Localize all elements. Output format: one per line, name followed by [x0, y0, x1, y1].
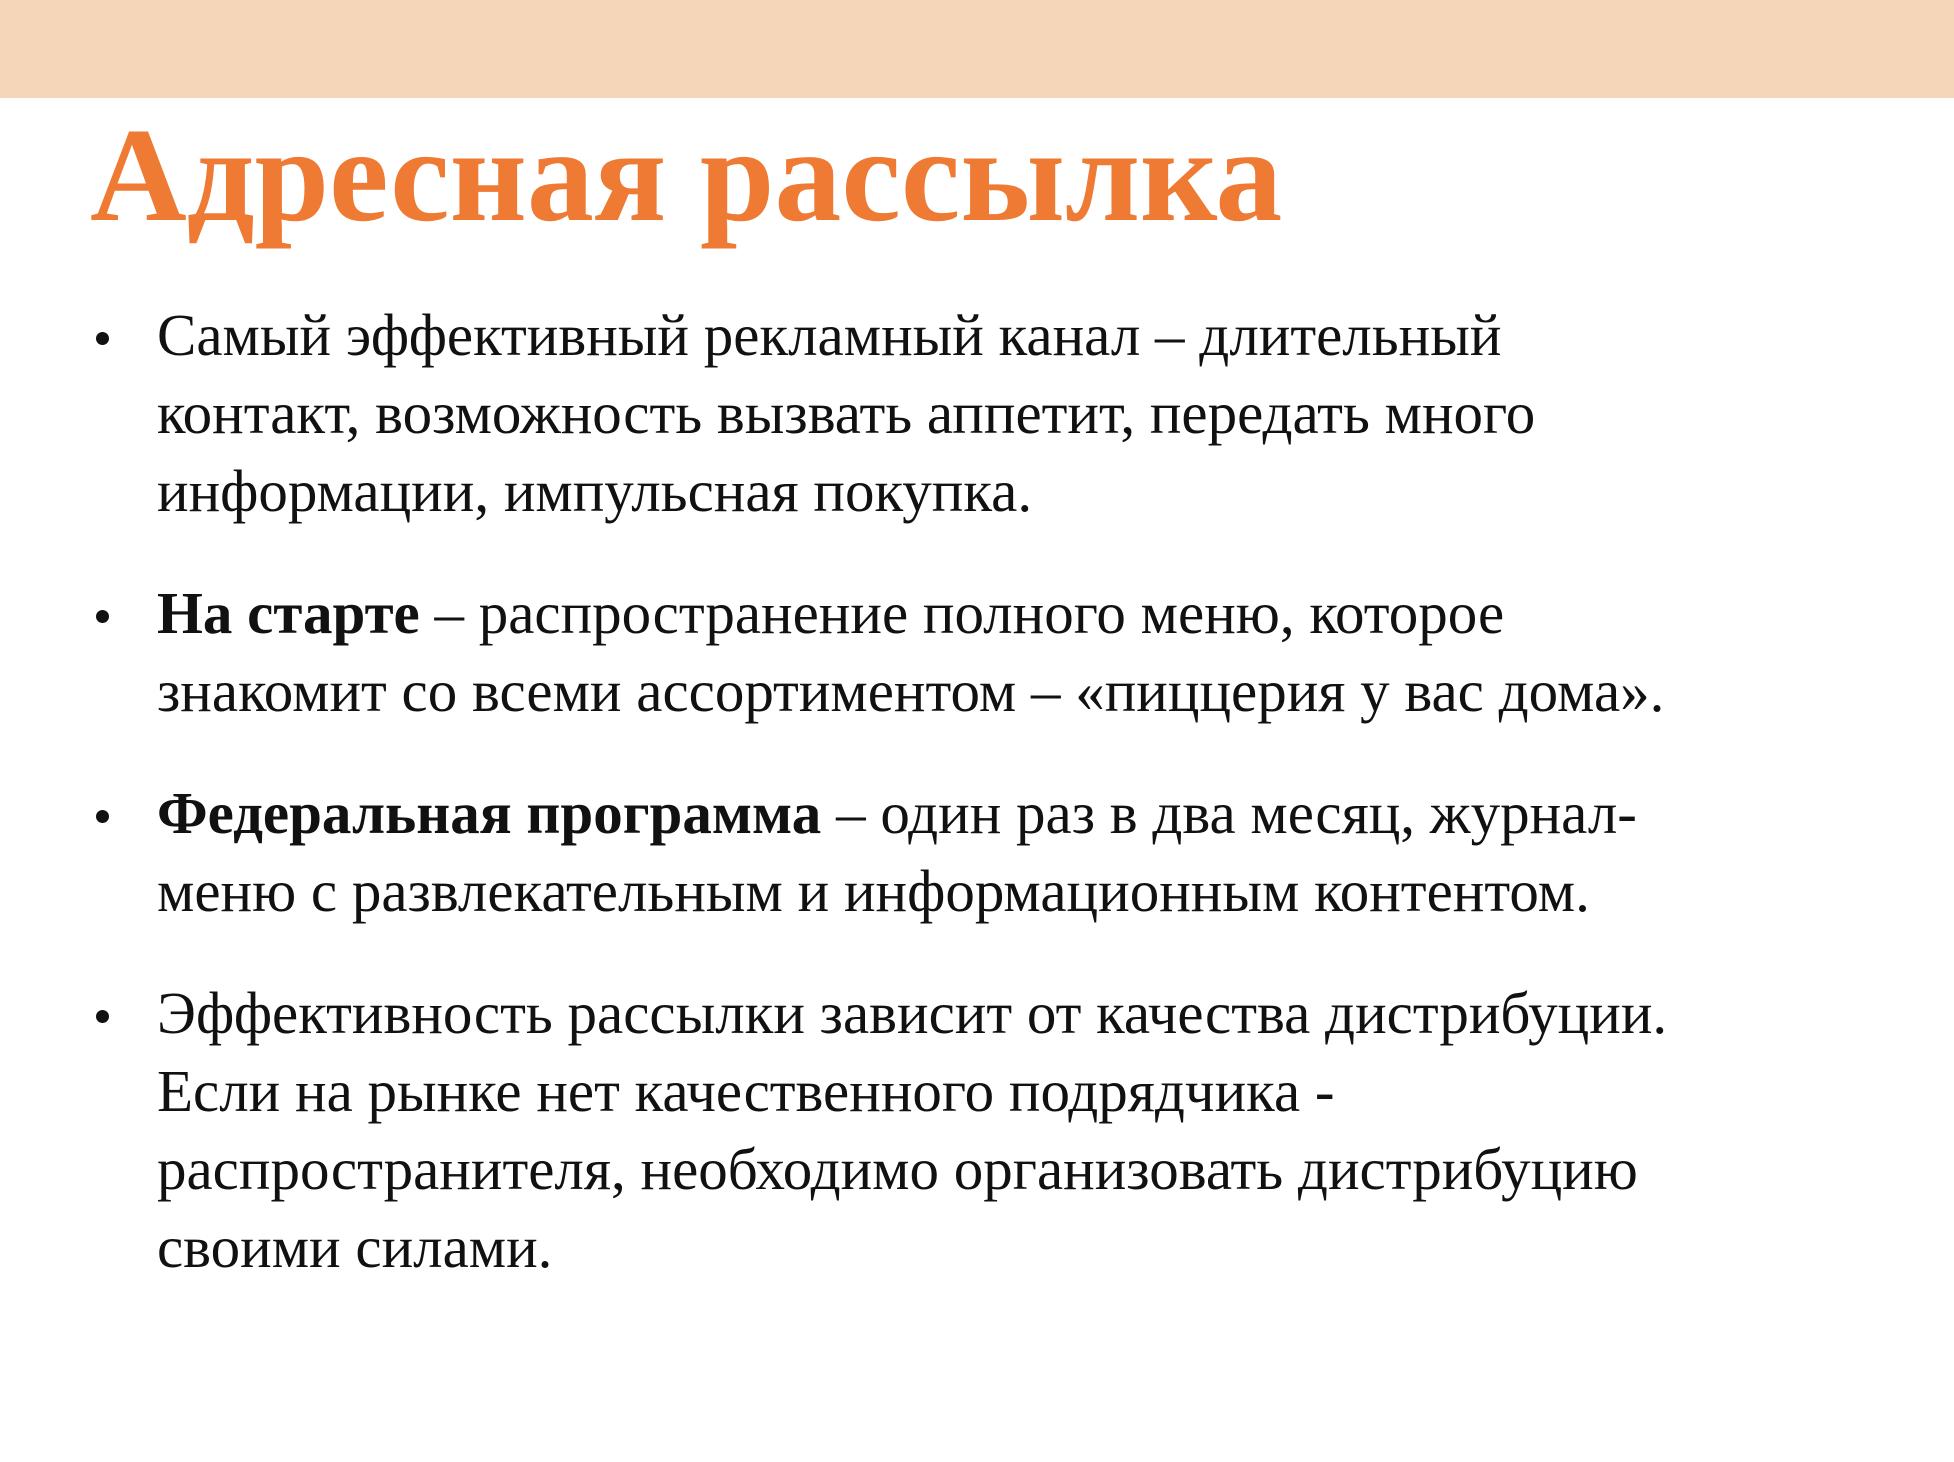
bullet-3-line-2: меню с развлекательным и информационным контентом.	[157, 858, 1590, 924]
bullet-2-line-1-rest: – распространение полного меню, которое	[419, 580, 1505, 646]
bullet-3-line-1	[157, 774, 1947, 852]
bullet-2-line-1	[157, 574, 1947, 652]
slide-title: Адресная рассылка	[90, 101, 1283, 249]
bullet-dot-icon	[96, 332, 109, 345]
bullet-1-line-3: информации, импульсная покупка.	[157, 458, 1033, 524]
bullet-1-line-1: Самый эффективный рекламный канал – длительный	[157, 302, 1502, 368]
bullet-4-line-2: Если на рынке нет качественного подрядчика -	[157, 1058, 1335, 1124]
bullet-4-line-3: распространителя, необходимо организовать дистрибуцию	[157, 1136, 1638, 1202]
bullet-1-line-2: контакт, возможность вызвать аппетит, передать много	[157, 380, 1536, 446]
bullet-text-2	[157, 574, 1947, 730]
bullet-text-3	[157, 774, 1947, 930]
bullet-3-line-1-rest: – один раз в два месяц, журнал-	[821, 780, 1637, 846]
bullet-4-line-4: своими силами.	[157, 1214, 553, 1280]
bullet-dot-icon	[96, 810, 109, 823]
bullet-3-bold-lead: Федеральная программа	[157, 780, 822, 846]
bullet-2-line-2: знакомит со всеми ассортиментом – «пиццерия у вас дома».	[157, 658, 1665, 724]
bullet-dot-icon	[96, 610, 109, 623]
bullet-text-1	[157, 296, 1947, 530]
header-band	[0, 0, 1954, 98]
bullet-text-4	[157, 974, 1947, 1286]
bullet-4-line-1: Эффективность рассылки зависит от качества дистрибуции.	[157, 980, 1668, 1046]
bullet-2-bold-lead: На старте	[157, 580, 420, 646]
bullet-dot-icon	[96, 1010, 109, 1023]
